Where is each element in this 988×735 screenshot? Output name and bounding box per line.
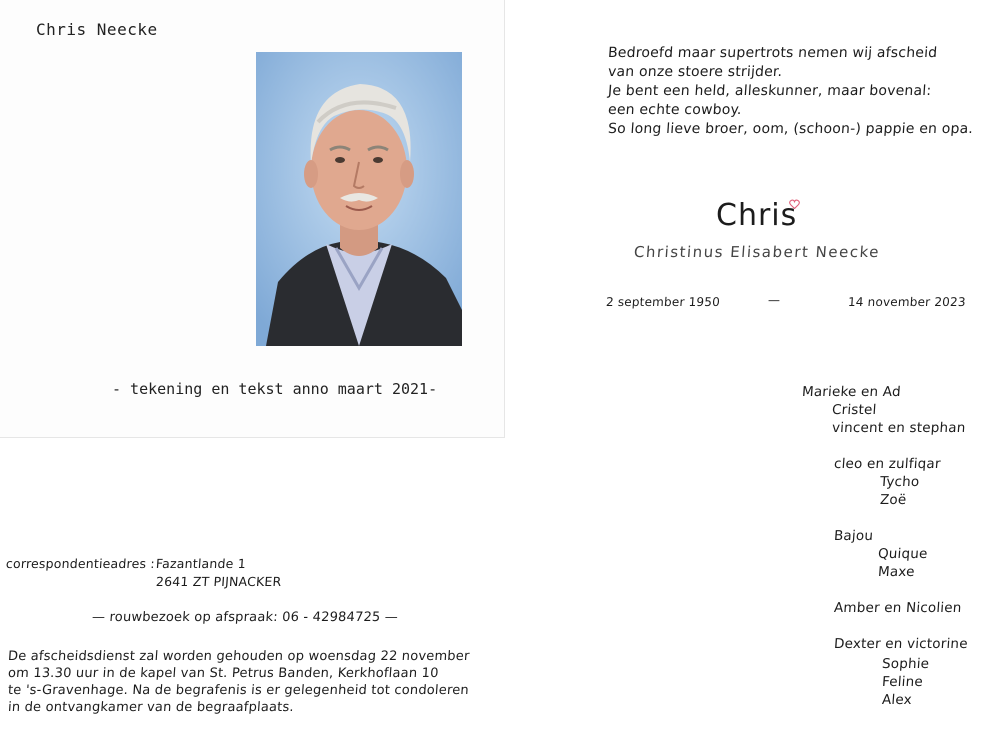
- poem: [608, 44, 973, 139]
- service-line: in de ontvangkamer van de begraafplaats.: [7, 700, 295, 715]
- heart-icon: [789, 199, 800, 209]
- poem-line: Bedroefd maar supertrots nemen wij afscheid: [607, 45, 938, 61]
- correspondence-street: Fazantlande 1: [155, 556, 247, 571]
- correspondence-label: correspondentieadres :: [5, 556, 156, 571]
- poem-line: So long lieve broer, oom, (schoon-) pappie en opa.: [607, 121, 974, 137]
- poem-line: Je bent een held, alleskunner, maar bovenal:: [607, 83, 932, 99]
- portrait-photo: [256, 52, 462, 346]
- date-separator: —: [767, 293, 781, 307]
- family-member: Maxe: [877, 564, 916, 580]
- family-member: Sophie: [881, 656, 930, 672]
- photo-caption: - tekening en tekst anno maart 2021-: [112, 380, 438, 398]
- photo-card: [0, 0, 505, 438]
- family-member: Feline: [881, 674, 924, 690]
- family-member: Quique: [877, 546, 929, 562]
- family-member: Bajou: [833, 528, 874, 544]
- service-line: te 's-Gravenhage. Na de begrafenis is er gelegenheid tot condoleren: [7, 683, 470, 698]
- birth-date: 2 september 1950: [605, 295, 721, 309]
- service-line: De afscheidsdienst zal worden gehouden op woensdag 22 november: [7, 649, 471, 664]
- first-name: Chris: [716, 198, 798, 233]
- family-member: Dexter en victorine: [833, 636, 969, 652]
- family-member: Amber en Nicolien: [833, 600, 963, 616]
- typed-name: Chris Neecke: [36, 20, 158, 39]
- family-member: Cristel: [831, 402, 878, 418]
- poem-line: van onze stoere strijder.: [607, 64, 783, 80]
- family-member: Zoë: [879, 492, 907, 508]
- death-date: 14 november 2023: [847, 295, 967, 309]
- family-member: Alex: [881, 692, 913, 708]
- family-member: Tycho: [879, 474, 920, 490]
- correspondence-city: 2641 ZT PIJNACKER: [155, 574, 282, 589]
- family-member: cleo en zulfiqar: [833, 456, 942, 472]
- service-details: [8, 648, 470, 716]
- service-line: om 13.30 uur in de kapel van St. Petrus Banden, Kerkhoflaan 10: [7, 666, 440, 681]
- family-member: Marieke en Ad: [801, 384, 902, 400]
- visit-info: — rouwbezoek op afspraak: 06 - 42984725 —: [91, 610, 399, 625]
- full-name: Christinus Elisabert Neecke: [633, 243, 881, 261]
- family-member: vincent en stephan: [831, 420, 967, 436]
- poem-line: een echte cowboy.: [607, 102, 743, 118]
